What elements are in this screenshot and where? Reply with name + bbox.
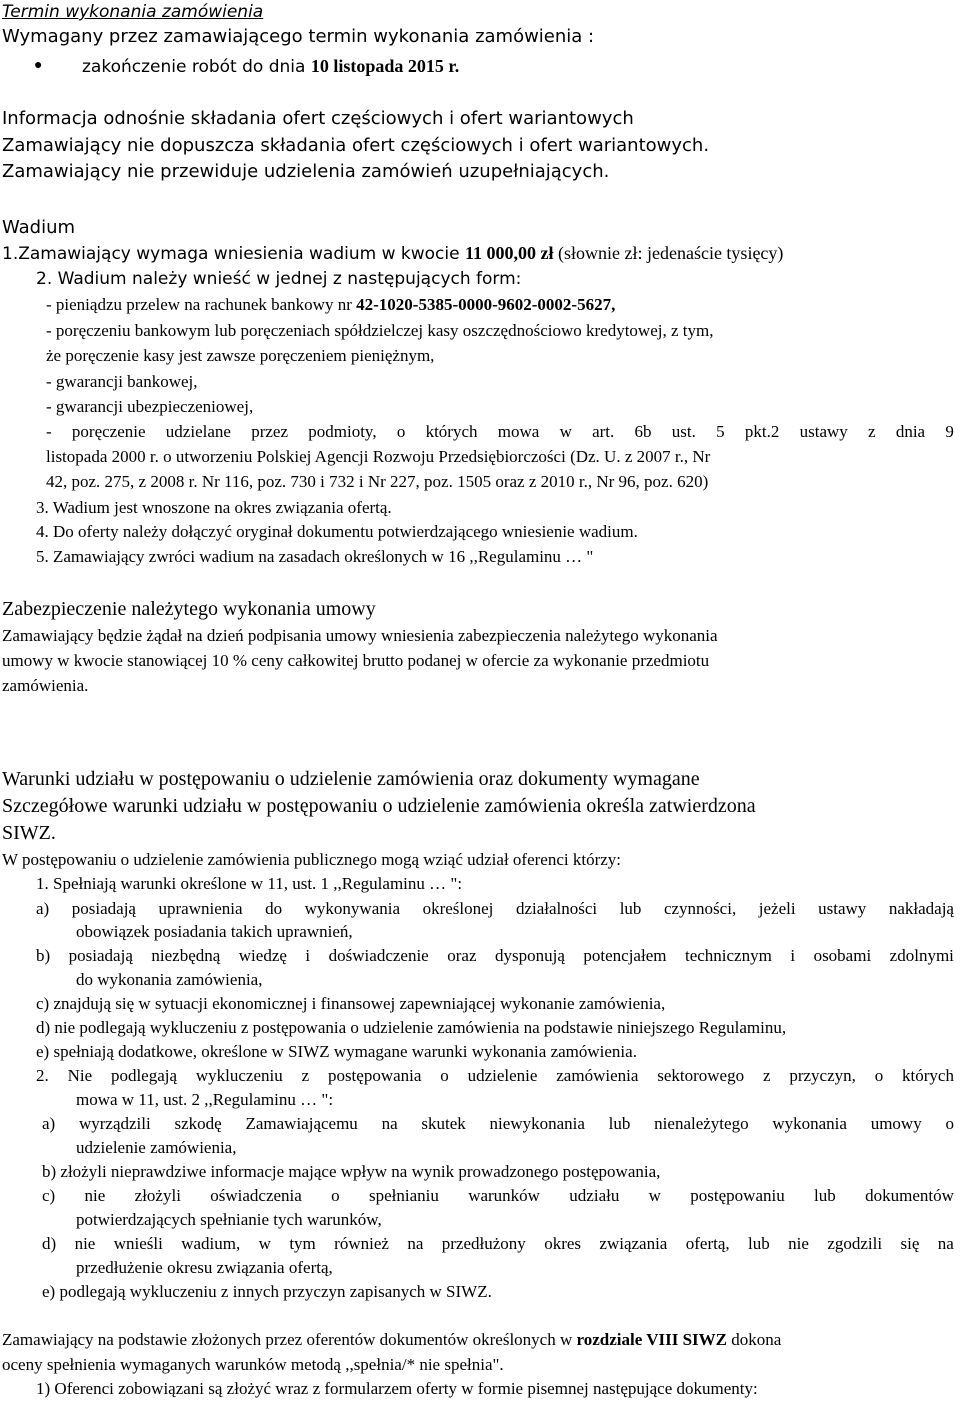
word: w [559, 422, 572, 441]
word: 2. [36, 1066, 49, 1085]
wadium-form5-line3: 42, poz. 275, z 2008 r. Nr 116, poz. 730 i 732 i Nr 227, poz. 1505 oraz z 2010 r., Nr 96, poz. 620) [46, 472, 709, 491]
warunki-intro: W postępowaniu o udzielenie zamówienia publicznego mogą wziąć udział oferenci którzy: [2, 850, 622, 869]
word: posiadają [68, 946, 133, 965]
word: się [900, 1234, 920, 1253]
warunki-b-line2: do wykonania zamówienia, [76, 970, 263, 989]
wadium-p2: 2. Wadium należy wnieść w jednej z następujących form: [36, 269, 522, 289]
wadium-form5-line1 [46, 422, 954, 442]
word: Nie [67, 1066, 93, 1085]
termin-bullet: zakończenie robót do dnia 10 listopada 2015 r. [82, 56, 460, 77]
word: Zamawiającemu [245, 1114, 358, 1133]
warunki-item1: 1. Spełniają warunki określone w 11, ust. 1 ,,Regulaminu … ": [36, 874, 463, 893]
warunki-a-line2: obowiązek posiadania takich uprawnień, [76, 922, 353, 941]
word: oraz [447, 946, 477, 965]
word: ustawy [818, 899, 867, 918]
word: ofertą, [685, 1234, 730, 1253]
warunki-closing-line2: oceny spełnienia wymaganych warunków metodą ,,spełnia/* nie spełnia". [2, 1355, 504, 1374]
wadium-form2-line2: że poręczenie kasy jest zawsze poręczeniem pieniężnym, [46, 346, 435, 365]
word: których [902, 1066, 954, 1085]
warunki-d-line: d) nie podlegają wykluczeniu z postępowania o udzielenie zamówienia na podstawie niniejszego Regulaminu, [36, 1018, 787, 1037]
word: lub [748, 1234, 770, 1253]
word: postępowania [327, 1066, 422, 1085]
warunki-x-a-line1 [42, 1114, 954, 1134]
warunki-x-b-line: b) złożyli nieprawdziwe informacje mające wpływ na wynik prowadzonego postępowania, [42, 1162, 661, 1181]
word: w [258, 1234, 271, 1253]
word: technicznym [684, 946, 772, 965]
zabezpieczenie-line2: umowy w kwocie stanowiącej 10 % ceny całkowitej brutto podanej w ofercie za wykonanie przedmiotu [2, 651, 710, 670]
wadium-p1: 1.Zamawiający wymaga wniesienia wadium w kwocie 11 000,00 zł (słownie zł: jedenaście tysięcy) [2, 243, 784, 264]
warunki-x-d-line2: przedłużenie okresu związania ofertą, [76, 1258, 333, 1277]
word: zdolnymi [889, 946, 954, 965]
word: szkodę [174, 1114, 222, 1133]
warunki-heading: Warunki udziału w postępowaniu o udzielenie zamówienia oraz dokumenty wymagane [2, 768, 700, 790]
word: związania [599, 1234, 668, 1253]
word: wykluczeniu [195, 1066, 283, 1085]
word: osobami [813, 946, 872, 965]
word: udziału [569, 1186, 620, 1205]
word: na [381, 1114, 398, 1133]
warunki-sub2: SIWZ. [2, 822, 56, 844]
word: doświadczenie [328, 946, 429, 965]
bullet-icon: ● [34, 58, 43, 73]
word: o [396, 422, 406, 441]
word: dnia [895, 422, 926, 441]
wadium-p5: 5. Zamawiający zwróci wadium na zasadach określonych w 16 ,,Regulaminu … " [36, 547, 594, 566]
warunki-b-line1 [36, 946, 954, 966]
word: nie [788, 1234, 809, 1253]
word: nie [84, 1186, 106, 1205]
zabezpieczenie-line1: Zamawiający będzie żądał na dzień podpisania umowy wniesienia zabezpieczenia należytego wykonania [2, 626, 718, 645]
word: podlegają [110, 1066, 178, 1085]
word: nienależytego [654, 1114, 749, 1133]
word: o [945, 1114, 954, 1133]
word: dysponują [495, 946, 565, 965]
zabezpieczenie-line3: zamówienia. [2, 676, 89, 695]
word: działalności [515, 899, 598, 918]
word: uprawnienia [158, 899, 243, 918]
warunki-sub1: Szczegółowe warunki udziału w postępowaniu o udzielenie zamówienia określa zatwierdzona [2, 795, 756, 817]
termin-intro: Wymagany przez zamawiającego termin wykonania zamówienia : [2, 26, 595, 47]
word: dokumentów [865, 1186, 954, 1205]
warunki-x-e-line: e) podlegają wykluczeniu z innych przyczyn zapisanych w SIWZ. [42, 1282, 492, 1301]
wadium-form5-line2: listopada 2000 r. o utworzeniu Polskiej Agencji Rozwoju Przedsiębiorczości (Dz. U. z 2007 r., Nr [46, 447, 711, 466]
word: czynności, [663, 899, 737, 918]
word: c) [42, 1186, 56, 1205]
word: złożyli [134, 1186, 181, 1205]
word: tym [289, 1234, 316, 1253]
word: spełnianiu [368, 1186, 439, 1205]
oferty-line1: Zamawiający nie dopuszcza składania ofert częściowych i ofert wariantowych. [2, 135, 710, 156]
wadium-p3: 3. Wadium jest wnoszone na okres związania ofertą. [36, 498, 392, 517]
wadium-form2-line1: - poręczeniu bankowym lub poręczeniach spółdzielczej kasy oszczędnościowo kredytowej, z tym, [46, 321, 714, 340]
word: potencjałem [583, 946, 667, 965]
word: lub [619, 899, 642, 918]
word: lub [608, 1114, 631, 1133]
word: - [46, 422, 52, 441]
word: 5 [716, 422, 725, 441]
word: pkt.2 [744, 422, 780, 441]
termin-heading: Termin wykonania zamówienia [2, 2, 264, 22]
word: zamówienia [556, 1066, 639, 1085]
oferty-line2: Zamawiający nie przewiduje udzielenia zamówień uzupełniających. [2, 161, 610, 182]
word: z [301, 1066, 310, 1085]
word: z [868, 422, 876, 441]
word: sektorowego [657, 1066, 745, 1085]
word: mowa [497, 422, 540, 441]
zabezpieczenie-heading: Zabezpieczenie należytego wykonania umowy [2, 598, 376, 620]
wadium-heading: Wadium [2, 217, 76, 238]
word: i [790, 946, 796, 965]
word: o [331, 1186, 340, 1205]
word: i [305, 946, 311, 965]
word: udzielane [165, 422, 231, 441]
wadium-form4: - gwarancji ubezpieczeniowej, [46, 397, 254, 416]
word: poręczenie [71, 422, 146, 441]
word: b) [36, 946, 51, 965]
warunki-x-c-line1 [42, 1186, 954, 1206]
wadium-p4: 4. Do oferty należy dołączyć oryginał dokumentu potwierdzającego wniesienie wadium. [36, 522, 638, 541]
word: wnieśli [113, 1234, 163, 1253]
word: w [648, 1186, 661, 1205]
word: wyrządzili [78, 1114, 151, 1133]
word: warunków [468, 1186, 540, 1205]
word: wykonania [772, 1114, 847, 1133]
word: niezbędną [151, 946, 221, 965]
word: o [874, 1066, 884, 1085]
word: przez [251, 422, 288, 441]
word: nie [74, 1234, 96, 1253]
word: zgodzili [827, 1234, 883, 1253]
word: wadium, [181, 1234, 241, 1253]
word: na [407, 1234, 424, 1253]
word: 9 [945, 422, 954, 441]
word: ust. [671, 422, 696, 441]
warunki-a-line1 [36, 899, 954, 919]
word: oświadczenia [210, 1186, 302, 1205]
word: podmioty, [308, 422, 377, 441]
warunki-c-line: c) znajdują się w sytuacji ekonomicznej i finansowej zapewniającej wykonanie zamówienia, [36, 994, 666, 1013]
word: a) [36, 899, 50, 918]
word: wykonywania [304, 899, 401, 918]
word: do [265, 899, 283, 918]
word: niewykonania [489, 1114, 585, 1133]
word: skutek [421, 1114, 466, 1133]
word: ustawy [799, 422, 848, 441]
word: których [425, 422, 478, 441]
warunki-item2-line1 [36, 1066, 954, 1086]
warunki-closing-line1: Zamawiający na podstawie złożonych przez oferentów dokumentów określonych w rozdziale VIII SIWZ dokona [2, 1330, 782, 1349]
word: określonej [422, 899, 494, 918]
word: przyczyn, [789, 1066, 856, 1085]
word: o [440, 1066, 449, 1085]
word: jeżeli [758, 899, 796, 918]
wadium-form1: - pieniądzu przelew na rachunek bankowy nr 42-1020-5385-0000-9602-0002-5627, [46, 295, 616, 314]
warunki-x-a-line2: udzielenie zamówienia, [76, 1138, 237, 1157]
word: posiadają [71, 899, 136, 918]
word: z [762, 1066, 771, 1085]
word: umowy [870, 1114, 922, 1133]
word: okres [544, 1234, 582, 1253]
warunki-e-line: e) spełniają dodatkowe, określone w SIWZ wymagane warunki wykonania zamówienia. [36, 1042, 637, 1061]
word: postępowaniu [690, 1186, 785, 1205]
word: 6b [634, 422, 652, 441]
warunki-x-d-line1 [42, 1234, 954, 1254]
warunki-item2-line2: mowa w 11, ust. 2 ,,Regulaminu … ": [76, 1090, 334, 1109]
word: lub [814, 1186, 836, 1205]
word: udzielenie [467, 1066, 538, 1085]
warunki-x-c-line2: potwierdzających spełnianie tych warunków, [76, 1210, 382, 1229]
word: nakładają [888, 899, 954, 918]
warunki-closing-line3: 1) Oferenci zobowiązani są złożyć wraz z formularzem oferty w formie pisemnej następujące dokumenty: [36, 1379, 758, 1398]
word: art. [592, 422, 615, 441]
word: przedłużony [441, 1234, 526, 1253]
word: również [334, 1234, 389, 1253]
word: a) [42, 1114, 56, 1133]
wadium-form3: - gwarancji bankowej, [46, 372, 198, 391]
oferty-heading: Informacja odnośnie składania ofert częściowych i ofert wariantowych [2, 108, 634, 129]
word: wiedzę [238, 946, 287, 965]
word: na [937, 1234, 954, 1253]
word: d) [42, 1234, 57, 1253]
